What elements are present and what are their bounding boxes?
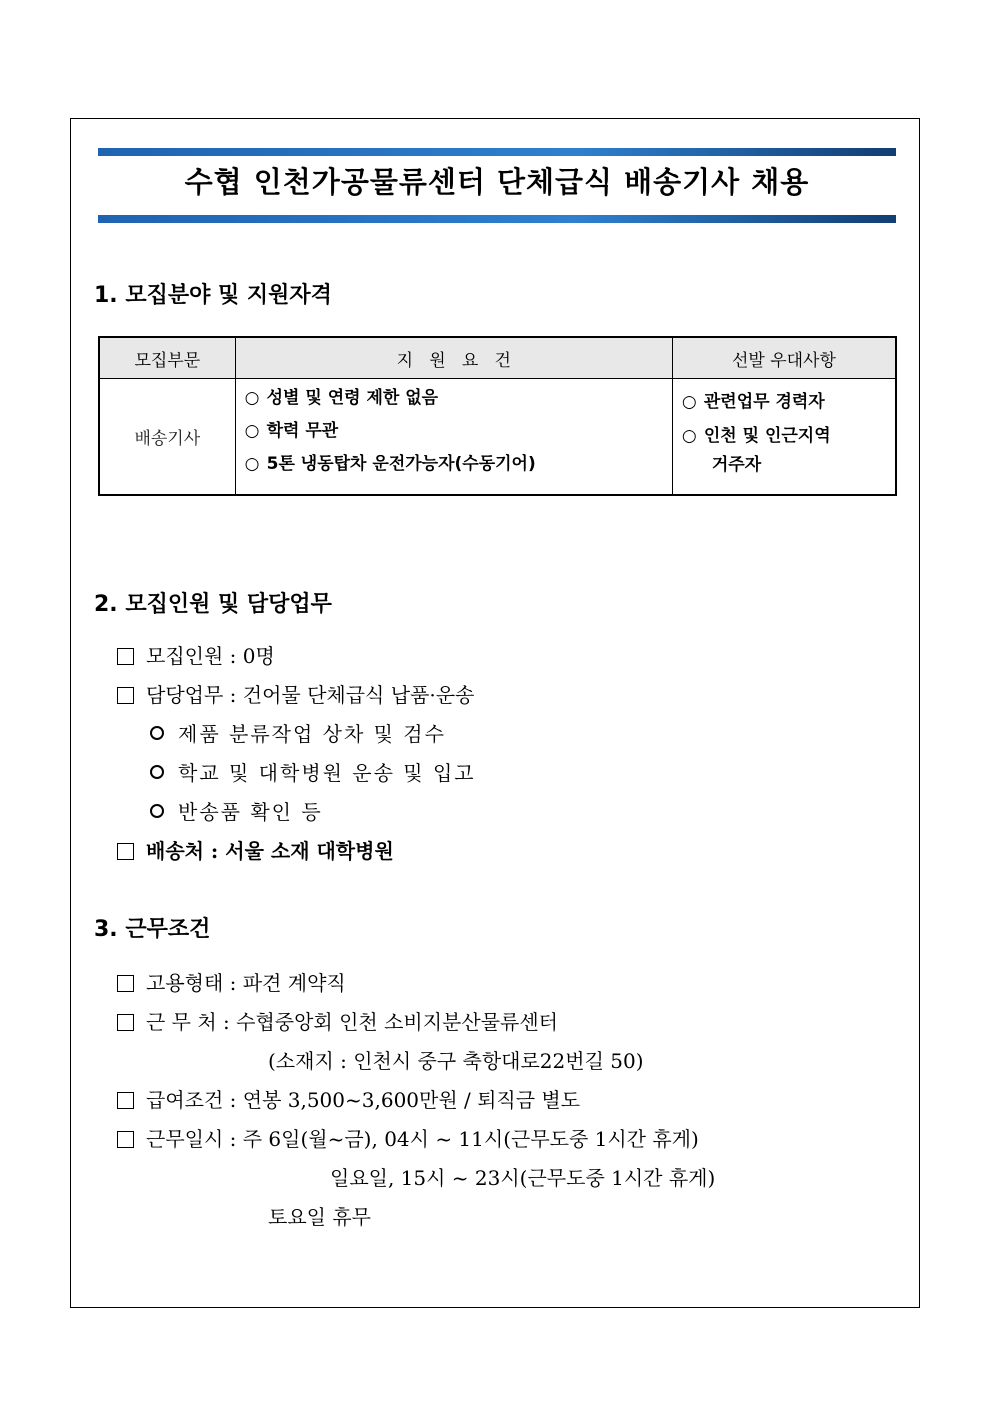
checkbox-icon [117, 1131, 134, 1148]
circle-bullet-icon: ○ [244, 421, 260, 441]
circle-bullet-icon: ○ [244, 388, 260, 408]
duty-line: 담당업무 : 건어물 단체급식 납품·운송 [117, 679, 474, 708]
workplace-line: 근 무 처 : 수협중앙회 인천 소비지분산물류센터 [117, 1006, 558, 1035]
circle-bullet-icon: ○ [681, 392, 697, 412]
checkbox-icon [117, 1092, 134, 1109]
subtask-item: 제품 분류작업 상차 및 검수 [150, 718, 446, 747]
cell-category: 배송기사 [99, 379, 235, 495]
delivery-line: 배송처 : 서울 소재 대학병원 [117, 835, 394, 864]
checkbox-icon [117, 648, 134, 665]
checkbox-icon [117, 975, 134, 992]
requirement-item: ○ 학력 무관 [245, 415, 663, 448]
hours-sunday: 일요일, 15시 ~ 23시(근무도중 1시간 휴게) [330, 1166, 716, 1190]
requirement-item: ○ 성별 및 연령 제한 없음 [245, 382, 663, 415]
cell-requirements [235, 379, 672, 495]
subtask-item: 반송품 확인 등 [150, 796, 323, 825]
title-bar-top [98, 148, 896, 156]
employment-line: 고용형태 : 파견 계약직 [117, 967, 346, 996]
preference-item: ○ 관련업무 경력자 [682, 384, 886, 420]
preference-item: ○ 인천 및 인근지역 [682, 420, 886, 452]
hours-saturday: 토요일 휴무 [268, 1205, 371, 1229]
recruit-line: 모집인원 : 0명 [117, 640, 275, 669]
section1-heading: 1. 모집분야 및 지원자격 [94, 283, 332, 308]
circle-bullet-icon [150, 726, 164, 740]
title-bar-bottom [98, 215, 896, 223]
checkbox-icon [117, 843, 134, 860]
salary-line: 급여조건 : 연봉 3,500~3,600만원 / 퇴직금 별도 [117, 1084, 580, 1113]
header-category: 모집부문 [99, 337, 235, 379]
subtask-item: 학교 및 대학병원 운송 및 입고 [150, 757, 476, 786]
preference-item-continued: 거주자 [711, 455, 762, 475]
circle-bullet-icon [150, 804, 164, 818]
hours-line: 근무일시 : 주 6일(월~금), 04시 ~ 11시(근무도중 1시간 휴게) [117, 1123, 699, 1152]
circle-bullet-icon [150, 765, 164, 779]
requirements-table [98, 336, 897, 496]
section2-heading: 2. 모집인원 및 담당업무 [94, 592, 332, 617]
circle-bullet-icon: ○ [681, 426, 697, 446]
cell-preferences [672, 379, 896, 495]
header-preferences: 선발 우대사항 [672, 337, 896, 379]
header-requirements: 지 원 요 건 [235, 337, 672, 379]
circle-bullet-icon: ○ [244, 454, 260, 474]
document-title: 수협 인천가공물류센터 단체급식 배송기사 채용 [184, 165, 810, 199]
workplace-address: (소재지 : 인천시 중구 축항대로22번길 50) [268, 1049, 644, 1073]
checkbox-icon [117, 1014, 134, 1031]
checkbox-icon [117, 687, 134, 704]
section3-heading: 3. 근무조건 [94, 917, 211, 942]
requirement-item: ○ 5톤 냉동탑차 운전가능자(수동기어) [245, 448, 663, 481]
